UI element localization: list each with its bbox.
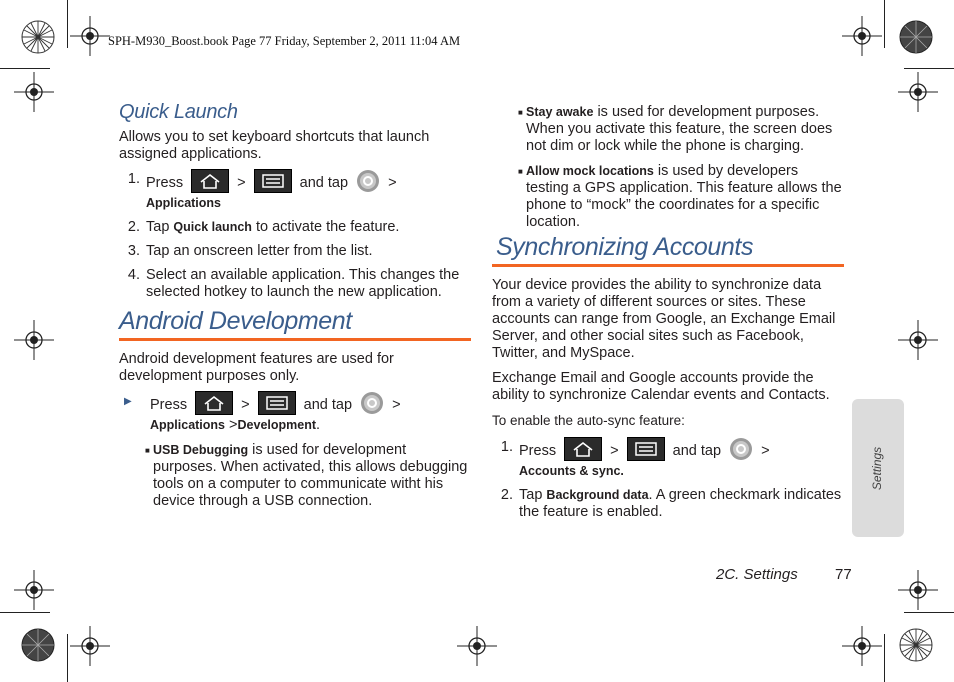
step-text: Tap (519, 487, 543, 503)
step-text: Press (519, 442, 557, 459)
step-item (119, 393, 471, 434)
trim-line (904, 68, 954, 69)
side-tab-text: Settings (870, 446, 885, 490)
step-text: and tap (299, 174, 349, 191)
settings-circle-icon (729, 437, 753, 461)
gt-symbol: > (241, 396, 250, 413)
bullet-text: is used by developers testing a GPS application. This feature allows the phone to “mock” the coordinates for a specific location. (526, 163, 842, 230)
step-item (492, 487, 844, 521)
android-development-heading: Android Development (119, 313, 471, 341)
synchronizing-accounts-heading: Synchronizing Accounts (492, 239, 844, 267)
trim-line (884, 0, 885, 48)
gt-symbol: > (761, 442, 770, 459)
quick-launch-heading: Quick Launch (119, 101, 238, 123)
starburst-mark-icon (898, 19, 934, 55)
sync-paragraph-2: Exchange Email and Google accounts provide the ability to synchronize Calendar events and Contacts. (492, 370, 830, 403)
step-item (119, 171, 471, 212)
registration-mark-icon (842, 16, 882, 56)
step-text: Select an available application. This changes the selected hotkey to launch the new application. (146, 267, 460, 300)
bullet-text: is used for development purposes. When you activate this feature, the screen does not dim or lock while the phone is charging. (526, 104, 833, 154)
registration-mark-icon (898, 570, 938, 610)
registration-mark-icon (842, 626, 882, 666)
registration-mark-icon (70, 626, 110, 666)
square-bullet-icon: ■ (518, 167, 523, 176)
registration-mark-icon (898, 72, 938, 112)
development-label: Development (237, 418, 317, 432)
step-number: 4. (127, 267, 140, 283)
right-column (492, 104, 844, 528)
trim-line (67, 634, 68, 682)
step-text: Press (146, 174, 184, 191)
step-text: to activate the feature. (255, 219, 400, 235)
step-item (492, 439, 844, 480)
gt-symbol: > (392, 396, 401, 413)
step-text: and tap (303, 396, 353, 413)
menu-key-icon (258, 391, 296, 415)
section-side-tab-label (852, 399, 904, 537)
step-text: and tap (672, 442, 722, 459)
step-text: Press (150, 396, 188, 413)
settings-circle-icon (360, 391, 384, 415)
step-number: 3. (127, 243, 140, 259)
step-number: 2. (127, 219, 140, 235)
registration-mark-icon (457, 626, 497, 666)
starburst-mark-icon (20, 627, 56, 663)
home-key-icon (195, 391, 233, 415)
sync-intro: To enable the auto-sync feature: (492, 413, 685, 428)
allow-mock-locations-label: Allow mock locations (526, 164, 654, 178)
menu-key-icon (254, 169, 292, 193)
settings-circle-icon (356, 169, 380, 193)
quick-launch-intro: Allows you to set keyboard shortcuts that launch assigned applications. (119, 129, 430, 162)
registration-mark-icon (14, 72, 54, 112)
square-bullet-icon: ■ (518, 108, 523, 117)
menu-key-icon (627, 437, 665, 461)
registration-mark-icon (14, 570, 54, 610)
bullet-item (518, 104, 844, 155)
home-key-icon (191, 169, 229, 193)
footer-section: 2C. Settings (716, 566, 798, 583)
quick-launch-label: Quick launch (173, 220, 252, 234)
bullet-item (518, 163, 844, 231)
starburst-mark-icon (20, 19, 56, 55)
square-bullet-icon: ■ (145, 446, 150, 455)
trim-line (67, 0, 68, 48)
trim-line (904, 612, 954, 613)
step-number: 1. (127, 171, 140, 187)
registration-mark-icon (898, 320, 938, 360)
trim-line (884, 634, 885, 682)
print-header: SPH-M930_Boost.book Page 77 Friday, September 2, 2011 11:04 AM (108, 34, 461, 48)
registration-mark-icon (14, 320, 54, 360)
applications-label: Applications (146, 196, 222, 210)
sync-paragraph-1: Your device provides the ability to synchronize data from a variety of different sources or sites. These accounts can range from Google, an Exchange Email Server, and other social sites such as Facebook, Twitter, and MySpace. (492, 277, 836, 361)
gt-symbol: > (237, 174, 246, 191)
trim-line (0, 612, 50, 613)
applications-label: Applications (150, 418, 226, 432)
step-number: 1. (500, 439, 513, 455)
usb-debugging-label: USB Debugging (153, 443, 249, 457)
registration-mark-icon (70, 16, 110, 56)
step-number: 2. (500, 487, 513, 503)
starburst-mark-icon (898, 627, 934, 663)
background-data-label: Background data (546, 488, 649, 502)
bullet-text: is used for development purposes. When activated, this allows debugging tools on a computer to communicate witht his device through a USB connection. (153, 442, 468, 509)
step-item (119, 267, 471, 301)
bullet-item (145, 442, 471, 510)
step-text: Tap (146, 219, 170, 235)
accounts-sync-label: Accounts & sync. (519, 464, 624, 478)
left-column (119, 101, 471, 518)
gt-symbol: > (610, 442, 619, 459)
stay-awake-label: Stay awake (526, 105, 594, 119)
page-number: 77 (835, 566, 852, 583)
punctuation: . (316, 417, 321, 433)
step-item (119, 243, 471, 260)
gt-symbol: > (388, 174, 397, 191)
android-development-intro: Android development features are used for development purposes only. (119, 351, 394, 384)
bullet-list (492, 104, 844, 231)
step-text: Tap an onscreen letter from the list. (146, 243, 373, 259)
bullet-list (119, 442, 471, 510)
arrow-bullet-icon: ▶ (124, 396, 132, 407)
gt-symbol: > (229, 417, 238, 433)
trim-line (0, 68, 50, 69)
home-key-icon (564, 437, 602, 461)
step-text: . A green checkmark indicates the feature is enabled. (519, 487, 842, 520)
step-item (119, 219, 471, 236)
